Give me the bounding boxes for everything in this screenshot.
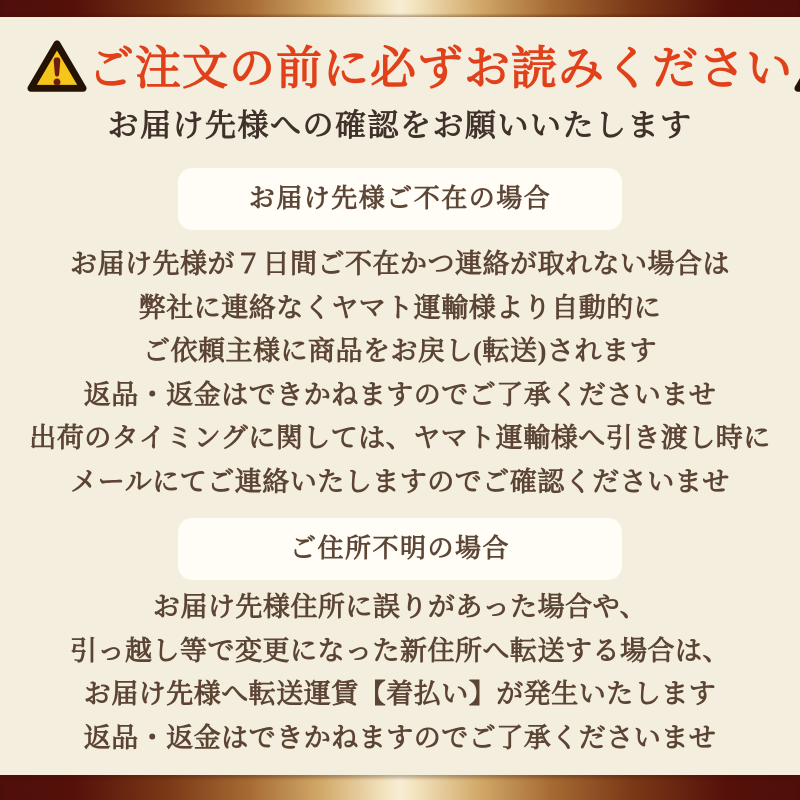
body-line: 弊社に連絡なくヤマト運輸様より自動的に [138,292,662,323]
page-subtitle: お届け先様への確認をお願いいたします [107,108,693,143]
body-line: 引っ越し等で変更になった新住所へ転送する場合は、 [70,635,730,666]
body-line: 返品・返金はできかねますのでご了承くださいませ [83,379,717,410]
page-title: ご注文の前に必ずお読みください [88,43,793,94]
section-body-unknown-address [0,586,800,760]
section-body-absent [0,243,800,504]
section-heading: お届け先様ご不在の場合 [248,184,552,213]
section-card-unknown-address [178,518,622,580]
section-heading: ご住所不明の場合 [289,534,510,563]
body-line: お届け先様住所に誤りがあった場合や、 [152,592,648,622]
body-line: お届け先様へ転送運賃【着払い】が発生いたします [83,679,717,709]
warning-triangle-icon [26,38,88,96]
section-card-absent [178,168,622,230]
body-line: お届け先様が７日間ご不在かつ連絡が取れない場合は [70,249,730,279]
body-line: ご依頼主様に商品をお戻し(転送)されます [143,336,657,366]
bottom-decorative-border [0,775,800,800]
top-decorative-border [0,0,800,17]
body-line: メールにてご連絡いたしますのでご確認くださいませ [70,466,730,497]
body-line: 出荷のタイミングに関しては、ヤマト運輸様へ引き渡し時に [29,423,771,453]
title-row [26,34,793,100]
body-line: 返品・返金はできかねますのでご了承くださいませ [83,722,717,753]
warning-triangle-icon [793,38,800,96]
